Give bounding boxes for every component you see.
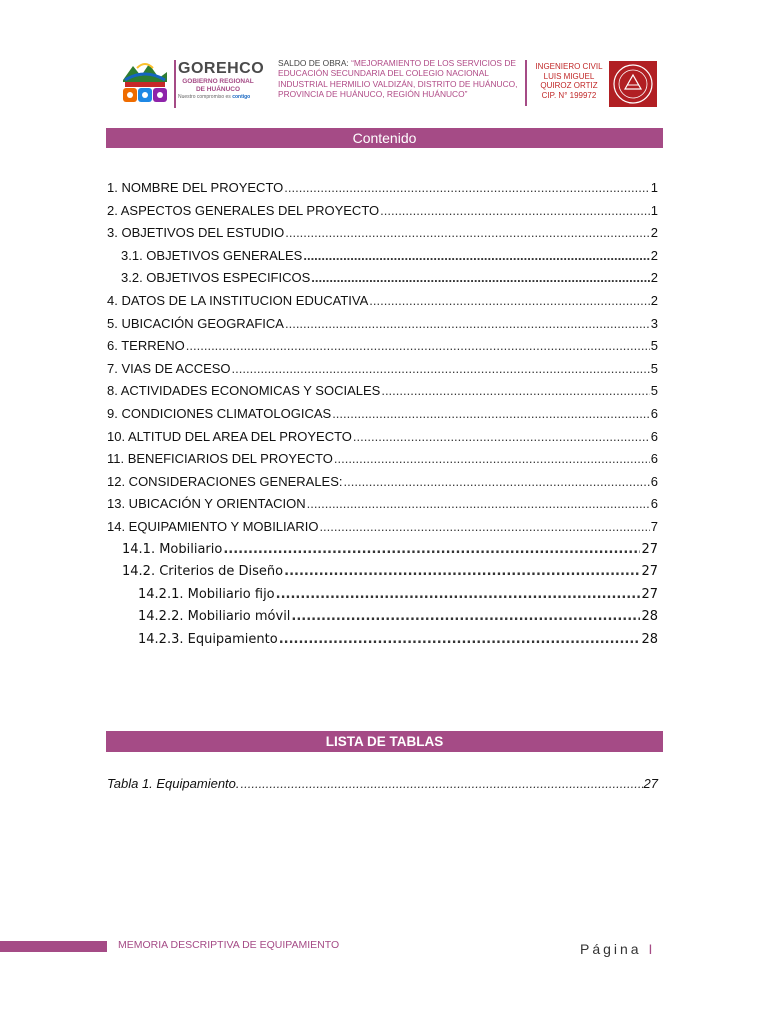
engineer-line-3: QUIROZ ORTIZ [540, 81, 598, 91]
toc-title: Contenido [352, 130, 417, 146]
toc-entry-label: 3.2. OBJETIVOS ESPECIFICOS [121, 270, 311, 286]
toc-entry[interactable] [107, 451, 658, 467]
toc-entry-leader [232, 361, 650, 377]
toc-entry-leader [284, 180, 650, 196]
toc-entry-label: 9. CONDICIONES CLIMATOLOGICAS [107, 406, 332, 421]
toc-entry[interactable] [107, 474, 658, 490]
toc-entry-label: 4. DATOS DE LA INSTITUCION EDUCATIVA [107, 293, 369, 308]
footer-page-number: I [648, 941, 656, 957]
toc-entry-leader [332, 406, 650, 422]
toc-entry-label: 2. ASPECTOS GENERALES DEL PROYECTO [107, 202, 380, 218]
toc-entry-page: 1 [650, 202, 658, 218]
toc-entry-page: 1 [650, 180, 658, 195]
toc-entry-leader [285, 316, 650, 332]
toc-entry-page: 5 [650, 360, 658, 376]
toc-entry[interactable] [121, 270, 658, 286]
toc-entry[interactable] [107, 180, 658, 196]
toc-entry-page: 6 [650, 406, 658, 421]
college-seal-icon [609, 61, 657, 107]
toc-entry-page: 6 [650, 496, 658, 512]
toc-entry-page: 2 [650, 225, 658, 241]
toc-entry[interactable] [122, 542, 658, 558]
toc-entry-page: 6 [650, 428, 658, 444]
toc-entry-page: 2 [650, 293, 658, 308]
toc-entry-leader [223, 542, 640, 558]
toc-entry-leader [303, 248, 649, 264]
toc-entry[interactable] [107, 293, 658, 309]
toc-entry-leader [291, 609, 640, 625]
toc-entry-leader [381, 383, 649, 399]
toc-title-bar [106, 128, 663, 148]
toc-entry-page: 7 [650, 519, 658, 534]
toc-entry-page: 6 [650, 473, 658, 489]
toc-entry-label: 14. EQUIPAMIENTO Y MOBILIARIO [107, 519, 319, 534]
toc-entry-label: 14.2.1. Mobiliario fijo [138, 586, 275, 602]
project-title-text: “MEJORAMIENTO DE LOS SERVICIOS DE EDUCACIÓN SECUNDARIA DEL COLEGIO NACIONAL INDUSTRIAL HERMILIO VALDIZÁN, DISTRITO DE HUÁNUCO, PROVINCIA DE HUÁNUCO, REGIÓN HUÁNUCO” [278, 58, 518, 99]
toc-entry-leader [307, 496, 650, 512]
toc-entry-leader [279, 632, 641, 648]
toc-entry-label: 14.2.2. Mobiliario móvil [138, 609, 291, 625]
toc-entry[interactable] [138, 609, 658, 625]
project-title-lead: SALDO DE OBRA: [278, 58, 349, 68]
toc-entry[interactable] [107, 406, 658, 422]
toc-entry-label: 1. NOMBRE DEL PROYECTO [107, 180, 284, 195]
toc-entry-page: 6 [650, 451, 658, 467]
toc-entry[interactable] [107, 225, 658, 241]
toc-entry-leader [311, 270, 649, 286]
brand-slogan-emphasis: contigo [232, 94, 251, 100]
toc-entry[interactable] [138, 587, 658, 603]
footer-label: MEMORIA DESCRIPTIVA DE EQUIPAMIENTO [118, 939, 340, 951]
table-entry-label: Tabla 1. Equipamiento. [107, 776, 240, 791]
toc-entry[interactable] [107, 203, 658, 219]
toc-entry-leader [276, 587, 641, 603]
toc-entry[interactable] [107, 496, 658, 512]
toc-entry-label: 8. ACTIVIDADES ECONOMICAS Y SOCIALES [107, 383, 381, 399]
table-entry-leader [241, 776, 643, 792]
toc-entry[interactable] [138, 632, 658, 648]
toc-entry[interactable] [107, 429, 658, 445]
toc-entry-page: 2 [650, 247, 658, 263]
toc-entry-page: 27 [641, 564, 658, 580]
toc-entry[interactable] [107, 338, 658, 354]
tables-title-bar [106, 731, 663, 752]
toc-entry-page: 5 [650, 383, 658, 399]
toc-entry-leader [380, 203, 650, 219]
engineer-line-1: INGENIERO CIVIL [535, 62, 603, 71]
toc-entry-label: 12. CONSIDERACIONES GENERALES: [107, 473, 343, 489]
toc-entry-leader [369, 293, 650, 309]
project-title [278, 58, 523, 99]
toc-entry-page: 5 [650, 338, 658, 354]
engineer-stamp [530, 62, 608, 100]
toc-entry-leader [284, 564, 640, 580]
toc-entry-leader [344, 474, 650, 490]
footer-accent-bar [0, 941, 107, 952]
toc-entry-label: 6. TERRENO [107, 338, 185, 354]
brand-block [178, 60, 278, 101]
toc-entry-leader [353, 429, 650, 445]
toc-entry-leader [334, 451, 650, 467]
toc-entry[interactable] [122, 564, 658, 580]
gorehco-logo-icon [119, 58, 171, 110]
tables-title: LISTA DE TABLAS [325, 734, 444, 749]
toc-entry-label: 11. BENEFICIARIOS DEL PROYECTO [107, 451, 333, 467]
toc-entry-label: 10. ALTITUD DEL AREA DEL PROYECTO [107, 428, 352, 444]
toc-entry-page: 27 [641, 541, 658, 557]
toc-entry[interactable] [107, 316, 658, 332]
brand-slogan [178, 94, 278, 101]
toc-entry-page: 2 [650, 270, 658, 286]
toc-entry[interactable] [121, 248, 658, 264]
toc-entry-leader [285, 225, 650, 241]
toc-entry-label: 3.1. OBJETIVOS GENERALES [121, 247, 303, 263]
toc-entry-label: 5. UBICACIÓN GEOGRAFICA [107, 315, 284, 331]
toc-entry[interactable] [107, 383, 658, 399]
toc-entry-label: 14.1. Mobiliario [122, 541, 223, 557]
toc-entry-page: 27 [641, 586, 658, 602]
table-entry-page: 27 [643, 776, 658, 791]
engineer-divider [525, 60, 527, 106]
toc-entry[interactable] [107, 519, 658, 535]
brand-subtitle: GOBIERNO REGIONAL DE HUÁNUCO [182, 78, 254, 93]
toc-entry-label: 14.2.3. Equipamiento [138, 632, 278, 647]
toc-entry-leader [319, 519, 649, 535]
toc-entry-leader [186, 338, 650, 354]
toc-entry-page: 28 [641, 609, 658, 625]
toc-entry-label: 14.2. Criterios de Diseño [122, 564, 284, 580]
brand-divider [174, 60, 176, 108]
toc-entry[interactable] [107, 361, 658, 377]
engineer-line-4: CIP. N° 199972 [541, 90, 597, 100]
toc-entry-page: 28 [641, 632, 658, 647]
footer-page [580, 941, 655, 957]
toc-entry-page: 3 [650, 315, 658, 331]
toc-entry-label: 7. VIAS DE ACCESO [107, 360, 231, 376]
toc-entry-label: 13. UBICACIÓN Y ORIENTACION [107, 496, 306, 512]
brand-name: GOREHCO [178, 60, 265, 77]
table-entry[interactable] [107, 776, 658, 792]
engineer-line-2: LUIS MIGUEL [543, 71, 595, 81]
toc-entry-label: 3. OBJETIVOS DEL ESTUDIO [107, 225, 285, 241]
footer-page-word: Página [580, 941, 642, 957]
brand-slogan-prefix: Nuestro compromiso es [178, 94, 233, 100]
